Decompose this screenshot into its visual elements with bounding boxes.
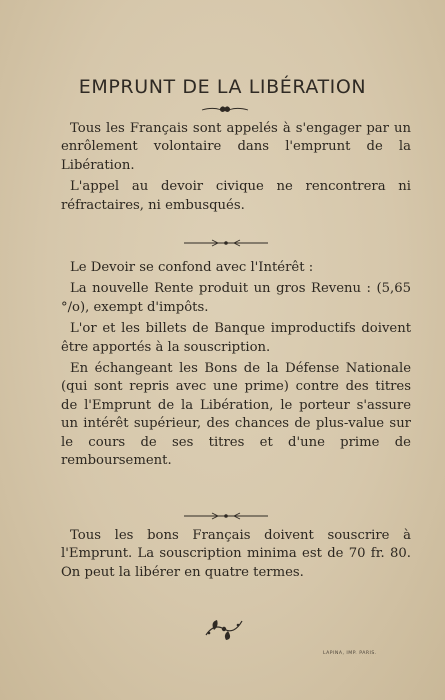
scroll-ornament-icon <box>200 103 250 115</box>
paragraph: La nouvelle Rente produit un gros Revenu : (5,65 °/o), exempt d'impôts. <box>61 281 411 315</box>
printer-imprint: LAPINA, IMP. PARIS. <box>323 651 377 656</box>
paragraph: Tous les bons Français doivent souscrire à l'Emprunt. La souscription minima est de 70 fr. 80. On peut la libérer en quatre termes. <box>61 528 411 580</box>
section-duty-and-interest <box>61 259 411 473</box>
paragraph: Le Devoir se confond avec l'Intérêt : <box>70 260 314 275</box>
arrow-divider-icon <box>182 238 270 248</box>
paragraph: L'or et les billets de Banque improductifs doivent être apportés à la souscription. <box>61 321 411 355</box>
paragraph: Tous les Français sont appelés à s'engager par un enrôlement volontaire dans l'emprunt de la Libération. <box>61 121 411 173</box>
paragraph: En échangeant les Bons de la Défense Nationale (qui sont repris avec une prime) contre des titres de l'Emprunt de la Libération, le porteur s'assure un intérêt supérieur, des chances de plus-value sur le cours de ses titres et d'une prime de remboursement. <box>61 361 411 469</box>
paragraph: L'appel au devoir civique ne rencontrera ni réfractaires, ni embusqués. <box>61 179 411 213</box>
section-call-to-enlist <box>61 120 411 218</box>
floral-ornament-icon <box>200 613 248 643</box>
section-subscription <box>61 527 411 585</box>
page-title: EMPRUNT DE LA LIBÉRATION <box>78 76 367 98</box>
arrow-divider-icon <box>182 511 270 521</box>
